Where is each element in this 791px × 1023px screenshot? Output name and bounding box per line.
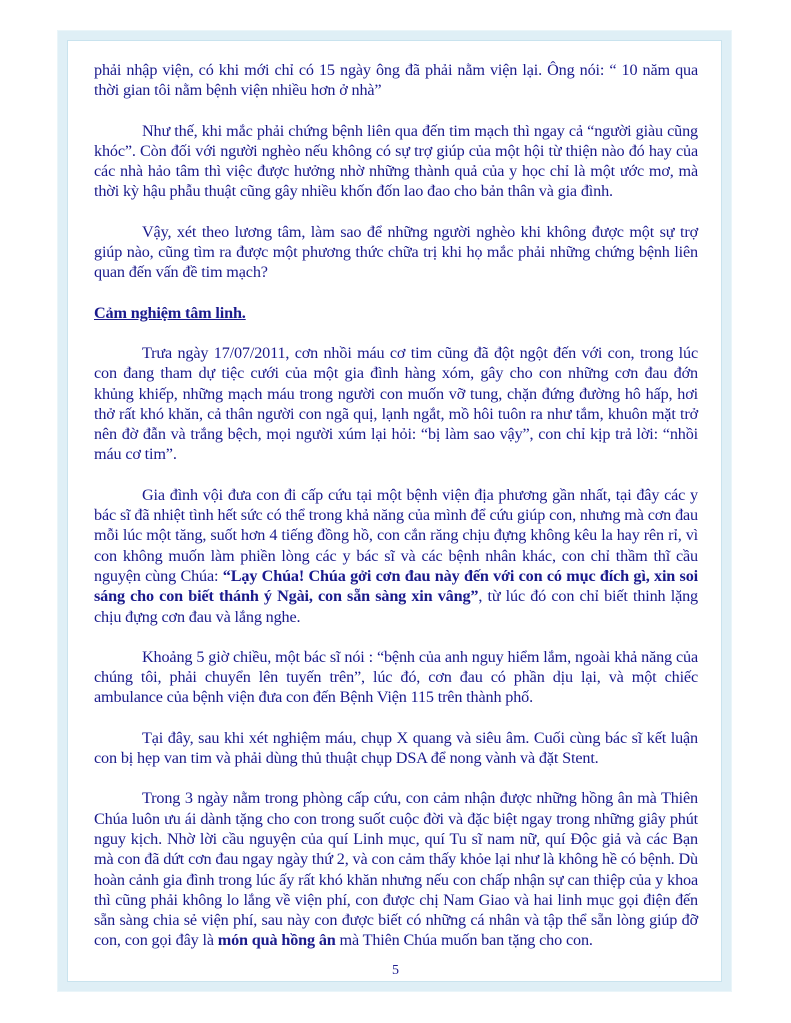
paragraph-8-text-a: Trong 3 ngày nằm trong phòng cấp cứu, con cảm nhận được những hồng ân mà Thiên Chúa luôn ưu ái dành tặng cho con trong suốt cuộc đời và đặc biệt ngay trong những giây phút nguy kịch. Nhờ lời cầu nguyện của quí Linh mục, quí Tu sĩ nam nữ, quí Độc giả và các Bạn mà con đã dứt cơn đau ngay ngày thứ 2, và con cảm thấy khỏe lại như là không hề có bệnh. Dù hoàn cảnh gia đình trong lúc ấy rất khó khăn nhưng nếu con chấp nhận sự can thiệp của y khoa thì cũng phải không lo lắng về viện phí, con được chị Nam Giao và hai linh mục gọi điện đến sẵn sàng chia sẻ viện phí, sau này con được biết có những cá nhân và tập thể sẵn lòng giúp đỡ con, con gọi đây là — [94, 789, 698, 950]
paragraph-7: Tại đây, sau khi xét nghiệm máu, chụp X quang và siêu âm. Cuối cùng bác sĩ kết luận con bị hẹp van tim và phải dùng thủ thuật chụp DSA để nong vành và đặt Stent. — [94, 728, 698, 768]
paragraph-8-text-b: mà Thiên Chúa muốn ban tặng cho con. — [335, 931, 593, 950]
document-body — [94, 60, 698, 971]
prayer-quote: “Lạy Chúa! Chúa gởi cơn đau này đến với con có mục đích gì, xin soi sáng cho con biết thánh ý Ngài, con sẵn sàng xin vâng” — [94, 566, 698, 606]
paragraph-2: Như thế, khi mắc phải chứng bệnh liên qua đến tim mạch thì ngay cả “người giàu cũng khóc”. Còn đối với người nghèo nếu không có sự trợ giúp của một hội từ thiện nào đó hay của các nhà hảo tâm thì việc được hưởng nhờ những thành quả của y học chỉ là một ước mơ, mà thời kỳ hậu phẫu thuật cũng gây nhiều khốn đốn lao đao cho bản thân và gia đình. — [94, 121, 698, 201]
paragraph-4: Trưa ngày 17/07/2011, cơn nhồi máu cơ tim cũng đã đột ngột đến với con, trong lúc con đang tham dự tiệc cưới của một gia đình hàng xóm, gây cho con những cơn đau đớn khủng khiếp, những mạch máu trong người con muốn vỡ tung, chặn đứng đường hô hấp, hơi thở rất khó khăn, cả thân người con ngã quị, lạnh ngắt, mồ hôi tuôn ra như tắm, khuôn mặt trở nên đờ đẫn và trắng bệch, mọi người xúm lại hỏi: “bị làm sao vậy”, con chỉ kịp trả lời: “nhồi máu cơ tim”. — [94, 343, 698, 464]
gift-of-grace-phrase: món quà hồng ân — [217, 931, 336, 950]
paragraph-1: phải nhập viện, có khi mới chỉ có 15 ngày ông đã phải nằm viện lại. Ông nói: “ 10 năm qua thời gian tôi nằm bệnh viện nhiều hơn ở nhà” — [94, 61, 698, 100]
paragraph-5-text-b: , từ lúc đó con chỉ biết thinh lặng chịu đựng cơn đau và lắng nghe. — [94, 587, 698, 626]
paragraph-6: Khoảng 5 giờ chiều, một bác sĩ nói : “bệnh của anh nguy hiểm lắm, ngoài khả năng của chúng tôi, phải chuyển lên tuyến trên”, lúc đó, cơn đau có phần dịu lại, và một chiếc ambulance của bệnh viện đưa con đến Bệnh Viện 115 trên thành phố. — [94, 647, 698, 707]
paragraph-3: Vậy, xét theo lương tâm, làm sao để những người nghèo khi không được một sự trợ giúp nào, cũng tìm ra được một phương thức chữa trị khi họ mắc phải những chứng bệnh liên quan đến vấn đề tim mạch? — [94, 222, 698, 282]
page-number: 5 — [392, 963, 399, 978]
paragraph-5-text-a: Gia đình vội đưa con đi cấp cứu tại một bệnh viện địa phương gần nhất, tại đây các y bác sĩ đã nhiệt tình hết sức có thể trong khả năng của mình để cứu giúp con, nhưng mà cơn đau mỗi lúc một tăng, suốt hơn 4 tiếng đồng hồ, con cắn răng chịu đựng không kêu la hay rên rỉ, vì con không muốn làm phiền lòng các y bác sĩ và các bệnh nhân khác, con chỉ thầm thĩ cầu nguyện cùng Chúa: — [94, 485, 698, 585]
paragraph-8 — [94, 788, 698, 950]
section-heading: Cảm nghiệm tâm linh. — [94, 303, 246, 322]
paragraph-5 — [94, 485, 698, 627]
